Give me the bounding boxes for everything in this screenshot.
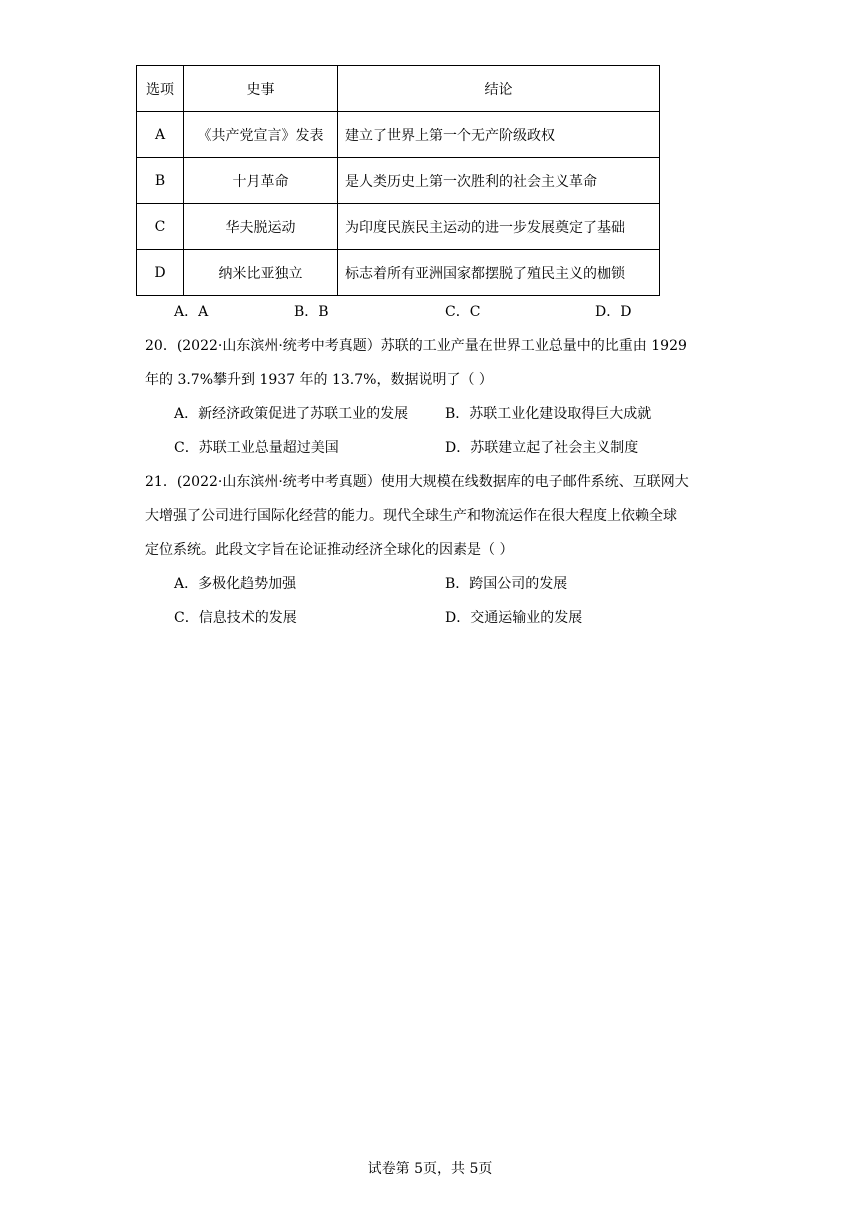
q19-option-d: D．D xyxy=(595,304,632,320)
table-header-row xyxy=(137,66,660,112)
q21-stem-line-1: 21．(2022·山东滨州·统考中考真题）使用大规模在线数据库的电子邮件系统、互联网大 xyxy=(145,474,689,490)
cell-conclusion: 是人类历史上第一次胜利的社会主义革命 xyxy=(338,158,660,204)
cell-event: 十月革命 xyxy=(184,158,338,204)
q19-option-b: B．B xyxy=(294,304,329,320)
page-footer: 试卷第 5页，共 5页 xyxy=(367,1161,493,1177)
table-row xyxy=(137,158,660,204)
q20-option-d: D．苏联建立起了社会主义制度 xyxy=(445,440,639,456)
question-table xyxy=(136,65,660,296)
cell-option: A xyxy=(137,112,184,158)
cell-conclusion: 为印度民族民主运动的进一步发展奠定了基础 xyxy=(338,204,660,250)
cell-option: D xyxy=(137,250,184,296)
q20-option-b: B．苏联工业化建设取得巨大成就 xyxy=(445,406,652,422)
cell-event: 《共产党宣言》发表 xyxy=(184,112,338,158)
cell-event: 纳米比亚独立 xyxy=(184,250,338,296)
q19-option-a: A．A xyxy=(174,304,209,320)
q21-option-d: D．交通运输业的发展 xyxy=(445,610,583,626)
q20-option-c: C．苏联工业总量超过美国 xyxy=(174,440,339,456)
table-row xyxy=(137,112,660,158)
table-row xyxy=(137,250,660,296)
cell-conclusion: 建立了世界上第一个无产阶级政权 xyxy=(338,112,660,158)
cell-option: B xyxy=(137,158,184,204)
table-row xyxy=(137,204,660,250)
q20-stem-line-1: 20．(2022·山东滨州·统考中考真题）苏联的工业产量在世界工业总量中的比重由 1929 xyxy=(145,338,687,354)
header-event: 史事 xyxy=(184,66,338,112)
cell-option: C xyxy=(137,204,184,250)
cell-event: 华夫脱运动 xyxy=(184,204,338,250)
q21-option-a: A．多极化趋势加强 xyxy=(174,576,297,592)
q21-stem-line-2: 大增强了公司进行国际化经营的能力。现代全球生产和物流运作在很大程度上依赖全球 xyxy=(145,508,677,524)
q20-option-a: A．新经济政策促进了苏联工业的发展 xyxy=(174,406,409,422)
q19-option-c: C．C xyxy=(445,304,481,320)
header-conclusion: 结论 xyxy=(338,66,660,112)
q21-stem-line-3: 定位系统。此段文字旨在论证推动经济全球化的因素是（ ） xyxy=(145,542,514,558)
q21-option-c: C．信息技术的发展 xyxy=(174,610,297,626)
header-option: 选项 xyxy=(137,66,184,112)
cell-conclusion: 标志着所有亚洲国家都摆脱了殖民主义的枷锁 xyxy=(338,250,660,296)
q20-stem-line-2: 年的 3.7%攀升到 1937 年的 13.7%，数据说明了（ ） xyxy=(145,372,493,388)
q21-option-b: B．跨国公司的发展 xyxy=(445,576,568,592)
